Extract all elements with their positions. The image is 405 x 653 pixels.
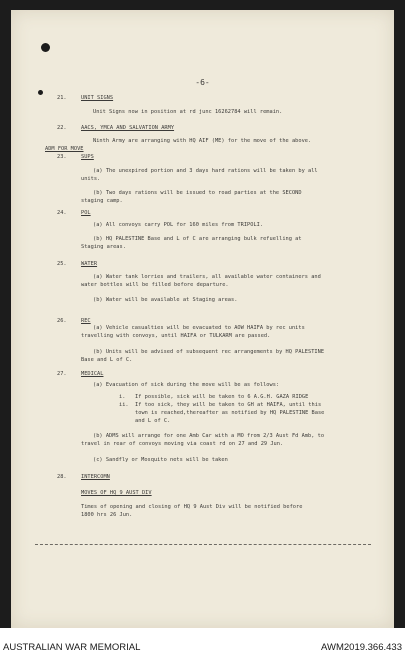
section-heading: POL — [81, 210, 91, 216]
footer-institution: AUSTRALIAN WAR MEMORIAL — [3, 642, 141, 653]
paragraph-line: Times of opening and closing of HQ 9 Aust Div will be notified before — [81, 504, 303, 510]
section-number: 26. — [57, 318, 67, 324]
section-number: 23. — [57, 154, 67, 160]
list-item: town is reached,thereafter as notified by HQ PALESTINE Base — [119, 410, 325, 416]
paragraph-line: water bottles will be filled before departure. — [81, 282, 229, 288]
paragraph-line: (b) ADMS will arrange for one Amb Car with a MO from 2/3 Aust Fd Amb, to — [93, 433, 325, 439]
paragraph-line: (c) Sandfly or Mosquito nets will be taken — [93, 457, 228, 463]
paragraph-line: 1800 hrs 26 Jun. — [81, 512, 133, 518]
section-heading: AACS, YMCA AND SALVATION ARMY — [81, 125, 175, 131]
section-heading: SUPS — [81, 154, 94, 160]
paragraph-line: Ninth Army are arranging with HQ AIF (ME) for the move of the above. — [93, 138, 312, 144]
list-item: and L of C. — [119, 418, 171, 424]
section-heading: WATER — [81, 261, 98, 267]
list-item: i. If possible, sick will be taken to 6 A.G.H. GAZA RIDGE — [119, 394, 309, 400]
section-number: 24. — [57, 210, 67, 216]
paragraph-line: Unit Signs now in position at rd junc 16262784 will remain. — [93, 109, 283, 115]
section-number: 28. — [57, 474, 67, 480]
paragraph-line: staging camp. — [81, 198, 123, 204]
page-number: -6- — [195, 78, 210, 87]
paragraph-line: travel in rear of convoys moving via coast rd on 27 and 29 Jun. — [81, 441, 284, 447]
section-number: 21. — [57, 95, 67, 101]
paragraph-line: Staging areas. — [81, 244, 126, 250]
paragraph-line: (a) Water tank lorries and trailers, all available water containers and — [93, 274, 321, 280]
sub-heading: MOVES OF HQ 9 AUST DIV — [81, 490, 152, 496]
paragraph-line: (b) Units will be advised of subsequent rec arrangements by HQ PALESTINE — [93, 349, 325, 355]
punch-hole — [41, 43, 50, 52]
section-number: 25. — [57, 261, 67, 267]
dashed-rule — [35, 544, 371, 545]
paragraph-line: (a) Evacuation of sick during the move will be as follows: — [93, 382, 280, 388]
paragraph-line: Base and L of C. — [81, 357, 133, 363]
paragraph-line: units. — [81, 176, 101, 182]
sub-heading: ADM FOR MOVE — [45, 146, 84, 152]
list-item: ii. If too sick, they will be taken to GH at HAIFA, until this — [119, 402, 322, 408]
section-number: 27. — [57, 371, 67, 377]
paragraph-line: (a) The unexpired portion and 3 days hard rations will be taken by all — [93, 168, 318, 174]
paragraph-line: (b) Two days rations will be issued to road parties at the SECOND — [93, 190, 302, 196]
section-heading: UNIT SIGNS — [81, 95, 114, 101]
paragraph-line: travelling with convoys, until HAIFA or TULKARM are passed. — [81, 333, 271, 339]
paragraph-line: (b) Water will be available at Staging areas. — [93, 297, 238, 303]
section-heading: REC — [81, 318, 91, 324]
archive-footer — [0, 628, 405, 653]
document-page — [11, 10, 394, 628]
footer-accession-number: AWM2019.366.433 — [321, 642, 402, 653]
section-heading: INTERCOMN — [81, 474, 110, 480]
punch-mark — [38, 90, 43, 95]
paragraph-line: (a) All convoys carry POL for 160 miles from TRIPOLI. — [93, 222, 264, 228]
section-heading: MEDICAL — [81, 371, 104, 377]
paragraph-line: (a) Vehicle casualties will be evacuated to AOW HAIFA by rec units — [93, 325, 305, 331]
paragraph-line: (b) HQ PALESTINE Base and L of C are arranging bulk refuelling at — [93, 236, 302, 242]
section-number: 22. — [57, 125, 67, 131]
